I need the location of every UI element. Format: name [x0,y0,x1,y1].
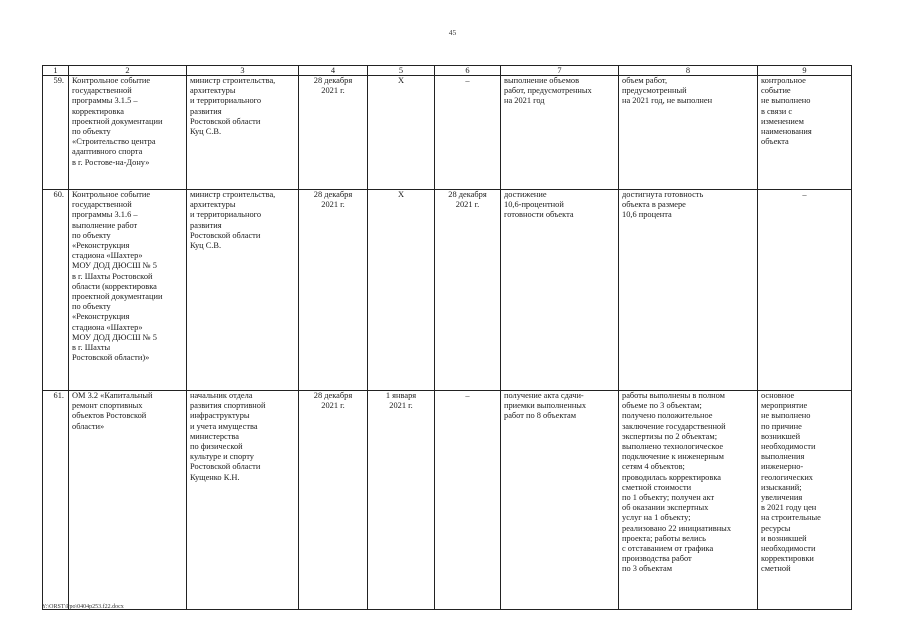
column-header: 9 [758,66,852,76]
reason-cell: – [758,190,852,391]
planned-date-cell: 28 декабря 2021 г. [299,391,368,610]
column-header: 1 [43,66,69,76]
responsible-cell: министр строительства, архитектуры и территориального развития Ростовской области Куц С.В. [187,190,299,391]
row-number: 60. [43,190,69,391]
actual-date-cell: – [435,76,501,190]
column-header: 8 [619,66,758,76]
column-header: 4 [299,66,368,76]
responsible-cell: начальник отдела развития спортивной инфраструктуры и учета имущества министерства по физической культуре и спорту Ростовской области Кущенко К.Н. [187,391,299,610]
planned-result-cell: получение акта сдачи- приемки выполненных работ по 8 объектам [501,391,619,610]
table-header-row [43,66,852,76]
event-cell: Контрольное событие государственной программы 3.1.5 – корректировка проектной документации по объекту «Строительство центра адаптивного спорта в г. Ростове-на-Дону» [69,76,187,190]
start-date-cell: 1 января 2021 г. [368,391,435,610]
table-row [43,391,852,610]
column-header: 7 [501,66,619,76]
column-header: 3 [187,66,299,76]
planned-date-cell: 28 декабря 2021 г. [299,76,368,190]
column-header: 2 [69,66,187,76]
actual-result-cell: работы выполнены в полном объеме по 3 объектам; получено положительное заключение государственной экспертизы по 2 объектам; выполнено технологическое подключение к инженерным сетям 4 объектов; проводилась корректировка сметной стоимости по 1 объекту; получен акт об оказании экспертных услуг на 1 объекту; реализовано 22 инициативных проекта; работы велись с отставанием от графика производства работ по 3 объектам [619,391,758,610]
row-number: 61. [43,391,69,610]
planned-result-cell: выполнение объемов работ, предусмотренных на 2021 год [501,76,619,190]
event-cell: Контрольное событие государственной программы 3.1.6 – выполнение работ по объекту «Реконструкция стадиона «Шахтер» МОУ ДОД ДЮСШ № 5 в г. Шахты Ростовской области (корректировка проектной документации по объекту «Реконструкция стадиона «Шахтер» МОУ ДОД ДЮСШ № 5 в г. Шахты Ростовской области)» [69,190,187,391]
document-file-path: Y:\ORST\Ppo\0404p253.f22.docx [42,604,124,610]
reason-cell: контрольное событие не выполнено в связи с изменением наименования объекта [758,76,852,190]
report-table [42,65,852,610]
responsible-cell: министр строительства, архитектуры и территориального развития Ростовской области Куц С.В. [187,76,299,190]
actual-date-cell: – [435,391,501,610]
page-number: 45 [448,28,457,37]
reason-cell: основное мероприятие не выполнено по причине возникшей необходимости выполнения инженерно- геологических изысканий; увеличения в 2021 году цен на строительные ресурсы и возникшей необходимости корректировки сметной [758,391,852,610]
column-header: 5 [368,66,435,76]
start-date-cell: X [368,190,435,391]
column-header: 6 [435,66,501,76]
start-date-cell: X [368,76,435,190]
table-row [43,76,852,190]
actual-date-cell: 28 декабря 2021 г. [435,190,501,391]
row-number: 59. [43,76,69,190]
actual-result-cell: объем работ, предусмотренный на 2021 год, не выполнен [619,76,758,190]
actual-result-cell: достигнута готовность объекта в размере 10,6 процента [619,190,758,391]
table-row [43,190,852,391]
planned-date-cell: 28 декабря 2021 г. [299,190,368,391]
event-cell: ОМ 3.2 «Капитальный ремонт спортивных объектов Ростовской области» [69,391,187,610]
planned-result-cell: достижение 10,6-процентной готовности объекта [501,190,619,391]
